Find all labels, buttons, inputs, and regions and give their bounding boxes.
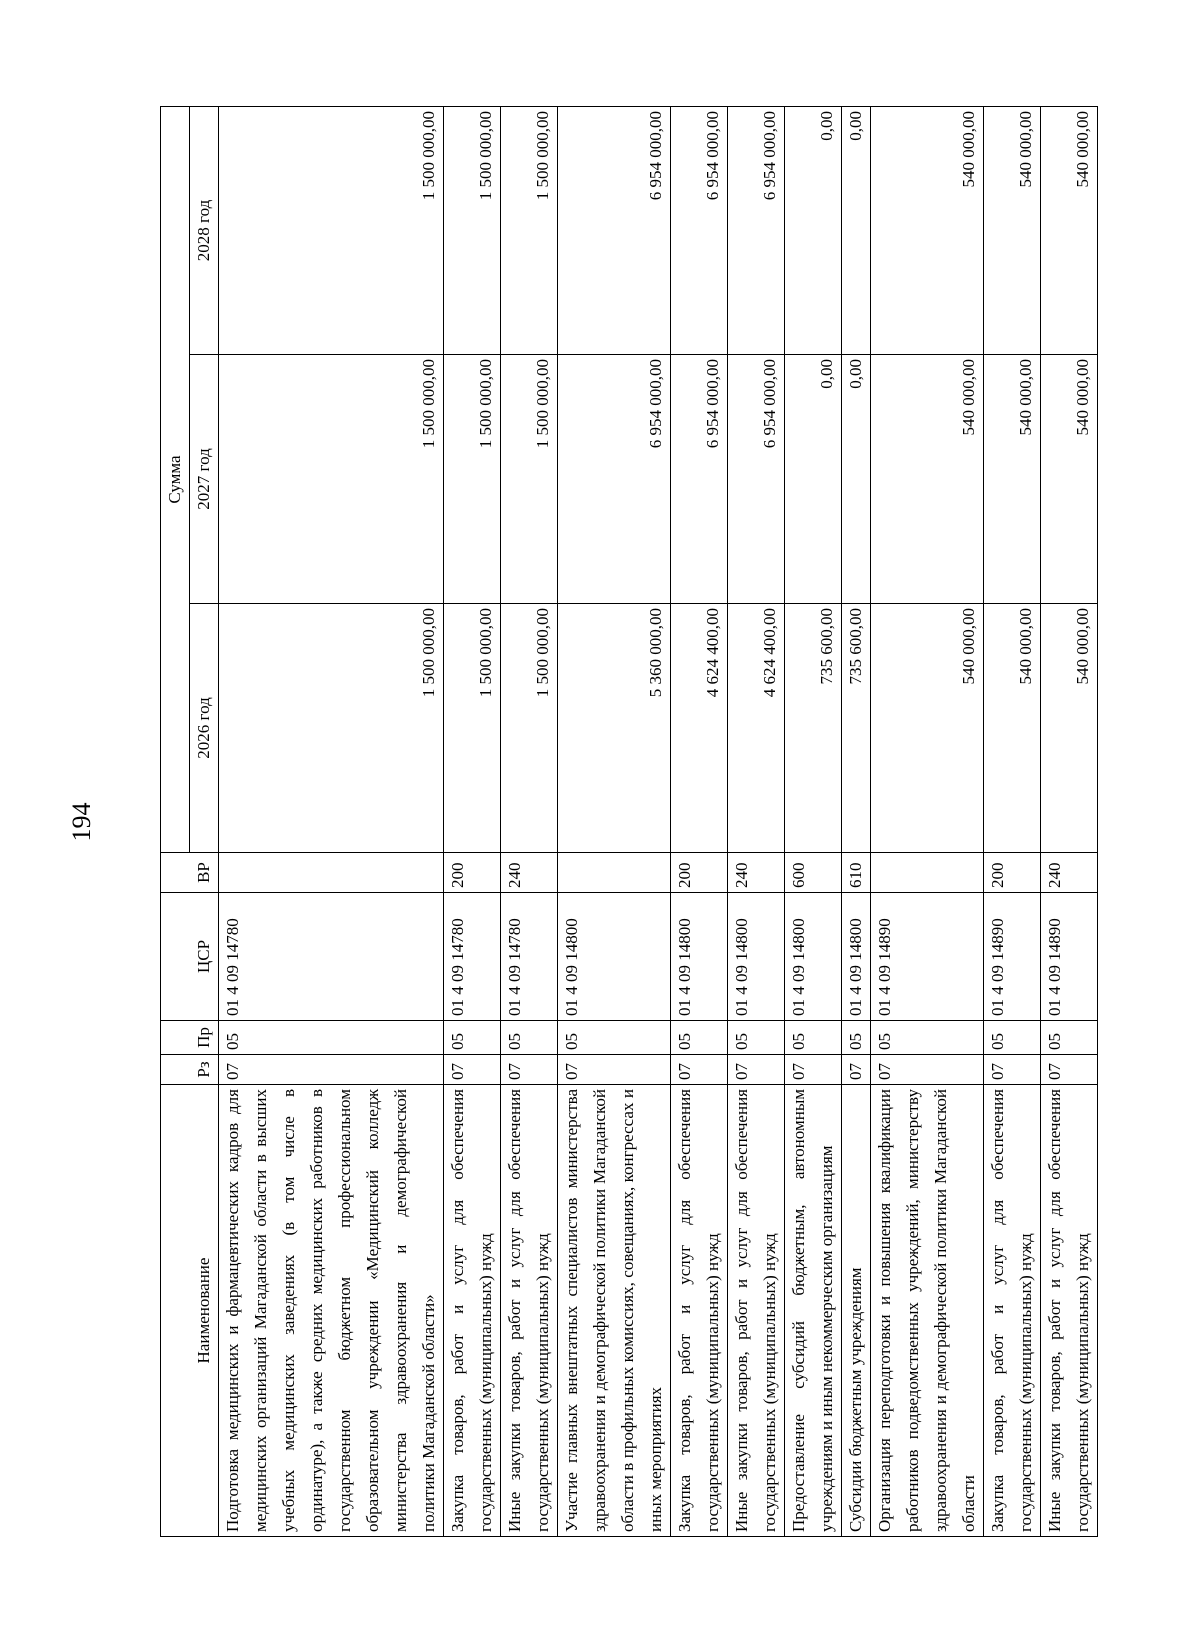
header-name: Наименование — [161, 1085, 219, 1537]
cell-vr: 200 — [671, 853, 728, 893]
cell-2026: 540 000,00 — [871, 604, 984, 853]
cell-vr: 240 — [728, 853, 785, 893]
table-row — [984, 107, 1041, 1537]
cell-rz: 07 — [1041, 1055, 1098, 1085]
cell-csr: 01 4 09 14890 — [1041, 893, 1098, 1021]
cell-2026: 540 000,00 — [1041, 604, 1098, 853]
cell-rz: 07 — [785, 1055, 842, 1085]
budget-table — [160, 106, 1098, 1537]
cell-pr: 05 — [842, 1021, 871, 1055]
cell-2028: 1 500 000,00 — [444, 107, 501, 355]
cell-name: Иные закупки товаров, работ и услуг для обеспечения государственных (муниципальных) нужд — [728, 1085, 785, 1537]
cell-name: Закупка товаров, работ и услуг для обеспечения государственных (муниципальных) нужд — [671, 1085, 728, 1537]
header-pr: Пр — [161, 1021, 219, 1055]
cell-2028: 1 500 000,00 — [219, 107, 444, 355]
cell-pr: 05 — [984, 1021, 1041, 1055]
cell-rz: 07 — [871, 1055, 984, 1085]
cell-2027: 1 500 000,00 — [444, 355, 501, 604]
cell-2026: 4 624 400,00 — [728, 604, 785, 853]
cell-rz: 07 — [728, 1055, 785, 1085]
cell-csr: 01 4 09 14890 — [984, 893, 1041, 1021]
cell-2028: 6 954 000,00 — [558, 107, 671, 355]
cell-pr: 05 — [671, 1021, 728, 1055]
cell-csr: 01 4 09 14800 — [842, 893, 871, 1021]
cell-pr: 05 — [1041, 1021, 1098, 1055]
header-2027: 2027 год — [190, 355, 219, 604]
table-row — [842, 107, 871, 1537]
cell-rz: 07 — [501, 1055, 558, 1085]
cell-pr: 05 — [558, 1021, 671, 1055]
cell-pr: 05 — [785, 1021, 842, 1055]
cell-2026: 4 624 400,00 — [671, 604, 728, 853]
header-row — [161, 107, 190, 1537]
header-rz: Рз — [161, 1055, 219, 1085]
table-row — [871, 107, 984, 1537]
table-row — [501, 107, 558, 1537]
cell-2027: 6 954 000,00 — [728, 355, 785, 604]
cell-name: Участие главных внештатных специалистов министерства здравоохранения и демографической политики Магаданской области в профильных комиссиях, совещаниях, конгрессах и иных мероприятиях — [558, 1085, 671, 1537]
cell-2027: 1 500 000,00 — [219, 355, 444, 604]
cell-rz: 07 — [558, 1055, 671, 1085]
cell-vr — [871, 853, 984, 893]
header-sum: Сумма — [161, 107, 190, 853]
cell-vr — [558, 853, 671, 893]
cell-rz: 07 — [444, 1055, 501, 1085]
cell-2026: 1 500 000,00 — [501, 604, 558, 853]
header-2028: 2028 год — [190, 107, 219, 355]
cell-2028: 6 954 000,00 — [671, 107, 728, 355]
cell-pr: 05 — [501, 1021, 558, 1055]
cell-vr: 200 — [984, 853, 1041, 893]
cell-2028: 540 000,00 — [1041, 107, 1098, 355]
cell-2028: 540 000,00 — [984, 107, 1041, 355]
cell-rz: 07 — [219, 1055, 444, 1085]
cell-rz: 07 — [842, 1055, 871, 1085]
cell-pr: 05 — [444, 1021, 501, 1055]
header-csr: ЦСР — [161, 893, 219, 1021]
cell-2027: 6 954 000,00 — [558, 355, 671, 604]
cell-2026: 5 360 000,00 — [558, 604, 671, 853]
cell-2026: 1 500 000,00 — [444, 604, 501, 853]
cell-pr: 05 — [219, 1021, 444, 1055]
cell-2026: 540 000,00 — [984, 604, 1041, 853]
cell-2028: 1 500 000,00 — [501, 107, 558, 355]
cell-2027: 0,00 — [842, 355, 871, 604]
cell-name: Закупка товаров, работ и услуг для обеспечения государственных (муниципальных) нужд — [984, 1085, 1041, 1537]
cell-csr: 01 4 09 14780 — [444, 893, 501, 1021]
cell-2026: 1 500 000,00 — [219, 604, 444, 853]
cell-pr: 05 — [871, 1021, 984, 1055]
cell-rz: 07 — [984, 1055, 1041, 1085]
page-number: 194 — [67, 802, 96, 842]
cell-2027: 1 500 000,00 — [501, 355, 558, 604]
cell-vr: 600 — [785, 853, 842, 893]
table-row — [728, 107, 785, 1537]
cell-csr: 01 4 09 14890 — [871, 893, 984, 1021]
cell-csr: 01 4 09 14800 — [558, 893, 671, 1021]
cell-csr: 01 4 09 14780 — [501, 893, 558, 1021]
cell-vr: 200 — [444, 853, 501, 893]
header-vr: ВР — [161, 853, 219, 893]
cell-csr: 01 4 09 14800 — [728, 893, 785, 1021]
cell-vr: 240 — [501, 853, 558, 893]
table-row — [671, 107, 728, 1537]
cell-csr: 01 4 09 14800 — [785, 893, 842, 1021]
cell-name: Организация переподготовки и повышения квалификации работников подведомственных учреждений, министерству здравоохранения и демографической политики Магаданской области — [871, 1085, 984, 1537]
cell-pr: 05 — [728, 1021, 785, 1055]
cell-name: Субсидии бюджетным учреждениям — [842, 1085, 871, 1537]
cell-vr: 610 — [842, 853, 871, 893]
cell-2028: 6 954 000,00 — [728, 107, 785, 355]
table-row — [219, 107, 444, 1537]
table-row — [444, 107, 501, 1537]
cell-name: Закупка товаров, работ и услуг для обеспечения государственных (муниципальных) нужд — [444, 1085, 501, 1537]
header-2026: 2026 год — [190, 604, 219, 853]
cell-2027: 540 000,00 — [984, 355, 1041, 604]
cell-csr: 01 4 09 14800 — [671, 893, 728, 1021]
table-row — [785, 107, 842, 1537]
cell-name: Иные закупки товаров, работ и услуг для обеспечения государственных (муниципальных) нужд — [501, 1085, 558, 1537]
table-row — [558, 107, 671, 1537]
cell-rz: 07 — [671, 1055, 728, 1085]
cell-2027: 6 954 000,00 — [671, 355, 728, 604]
cell-vr — [219, 853, 444, 893]
cell-2026: 735 600,00 — [785, 604, 842, 853]
cell-2027: 540 000,00 — [1041, 355, 1098, 604]
cell-2028: 540 000,00 — [871, 107, 984, 355]
cell-2027: 0,00 — [785, 355, 842, 604]
cell-vr: 240 — [1041, 853, 1098, 893]
cell-name: Подготовка медицинских и фармацевтических кадров для медицинских организаций Магаданской области в высших учебных медицинских заведениях (в том числе в ординатуре), а также средних медицинских работников в государственном бюджетном профессиональном образовательном учреждении «Медицинский колледж министерства здравоохранения и демографической политики Магаданской области» — [219, 1085, 444, 1537]
cell-name: Предоставление субсидий бюджетным, автономным учреждениям и иным некоммерческим организациям — [785, 1085, 842, 1537]
cell-2028: 0,00 — [842, 107, 871, 355]
cell-2027: 540 000,00 — [871, 355, 984, 604]
table-row — [1041, 107, 1098, 1537]
budget-table-sheet — [160, 107, 1092, 1537]
cell-name: Иные закупки товаров, работ и услуг для обеспечения государственных (муниципальных) нужд — [1041, 1085, 1098, 1537]
cell-csr: 01 4 09 14780 — [219, 893, 444, 1021]
cell-2026: 735 600,00 — [842, 604, 871, 853]
cell-2028: 0,00 — [785, 107, 842, 355]
